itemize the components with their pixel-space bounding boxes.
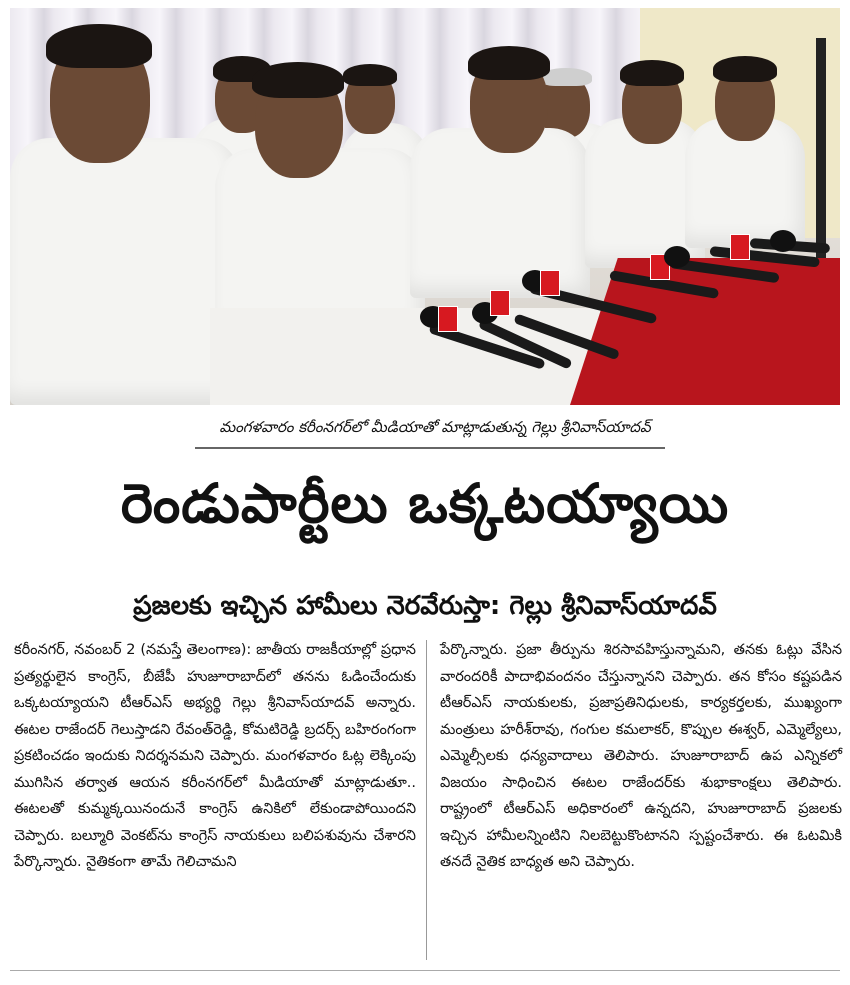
article-text-left: కరీంనగర్, నవంబర్ 2 (నమస్తే తెలంగాణ): జాతీయ రాజకీయాల్లో ప్రధాన ప్రత్యర్థులైన కాంగ్రెస్, బీజేపీ హుజూరాబాద్‌లో తనను ఓడించేందుకు ఒక్కటయ్యాయని టీఆర్ఎస్ అభ్యర్థి గెల్లు శ్రీనివాస్‌యాదవ్ అన్నారు. ఈటల రాజేందర్ గెలుస్తాడని రేవంత్‌రెడ్డి, కోమటిరెడ్డి బ్రదర్స్ బహిరంగంగా ప్రకటించడం ఇందుకు నిదర్శనమని చెప్పారు. మంగళవారం ఓట్ల లెక్కింపు ముగిసిన తర్వాత ఆయన కరీంనగర్‌లో మీడియాతో మాట్లాడుతూ.. ఈటలతో కుమ్మక్కయినందునే కాంగ్రెస్ ఉనికిలో లేకుండాపోయిందని చెప్పారు. బల్మూరి వెంకట్‌ను కాంగ్రెస్ నాయకులు బలిపశువును చేశారని పేర్కొన్నారు. నైతికంగా తామే గెలిచామని	[14, 642, 416, 870]
column-divider	[426, 640, 427, 960]
photo-caption: మంగళవారం కరీంనగర్‌లో మీడియాతో మాట్లాడుతున్న గెల్లు శ్రీనివాస్‌యాదవ్	[219, 418, 651, 436]
press-conference-photo	[10, 8, 840, 405]
article-column-right	[440, 637, 842, 967]
bottom-rule	[10, 970, 840, 971]
mic-stand	[816, 38, 826, 268]
caption-divider	[195, 447, 665, 449]
article-text-right: పేర్కొన్నారు. ప్రజా తీర్పును శిరసావహిస్తున్నామని, తనకు ఓట్లు వేసిన వారందరికీ పాదాభివందనం చేస్తున్నానని చెప్పారు. తన కోసం కష్టపడిన టీఆర్ఎస్ నాయకులకు, ప్రజాప్రతినిధులకు, కార్యకర్తలకు, ముఖ్యంగా మంత్రులు హరీశ్‌రావు, గంగుల కమలాకర్, కొప్పుల ఈశ్వర్, ఎమ్మెల్యేలు, ఎమ్మెల్సీలకు ధన్యవాదాలు తెలిపారు. హుజూరాబాద్ ఉప ఎన్నికలో విజయం సాధించిన ఈటల రాజేందర్‌కు శుభాకాంక్షలు తెలిపారు. రాష్ట్రంలో టీఆర్ఎస్ అధికారంలో ఉన్నదని, హుజూరాబాద్ ప్రజలకు ఇచ్చిన హామీలన్నింటిని నిలబెట్టుకొంటానని స్పష్టంచేశారు. ఈ ఓటమికి తనదే నైతిక బాధ్యత అని చెప్పారు.	[440, 642, 842, 870]
headline: రెండుపార్టీలు ఒక్కటయ్యాయి	[120, 472, 730, 535]
article-column-left	[14, 637, 416, 967]
table-red-cloth	[570, 258, 840, 405]
subheadline: ప్రజలకు ఇచ్చిన హామీలు నెరవేరుస్తా: గెల్లు శ్రీనివాస్‌యాదవ్	[133, 591, 717, 621]
